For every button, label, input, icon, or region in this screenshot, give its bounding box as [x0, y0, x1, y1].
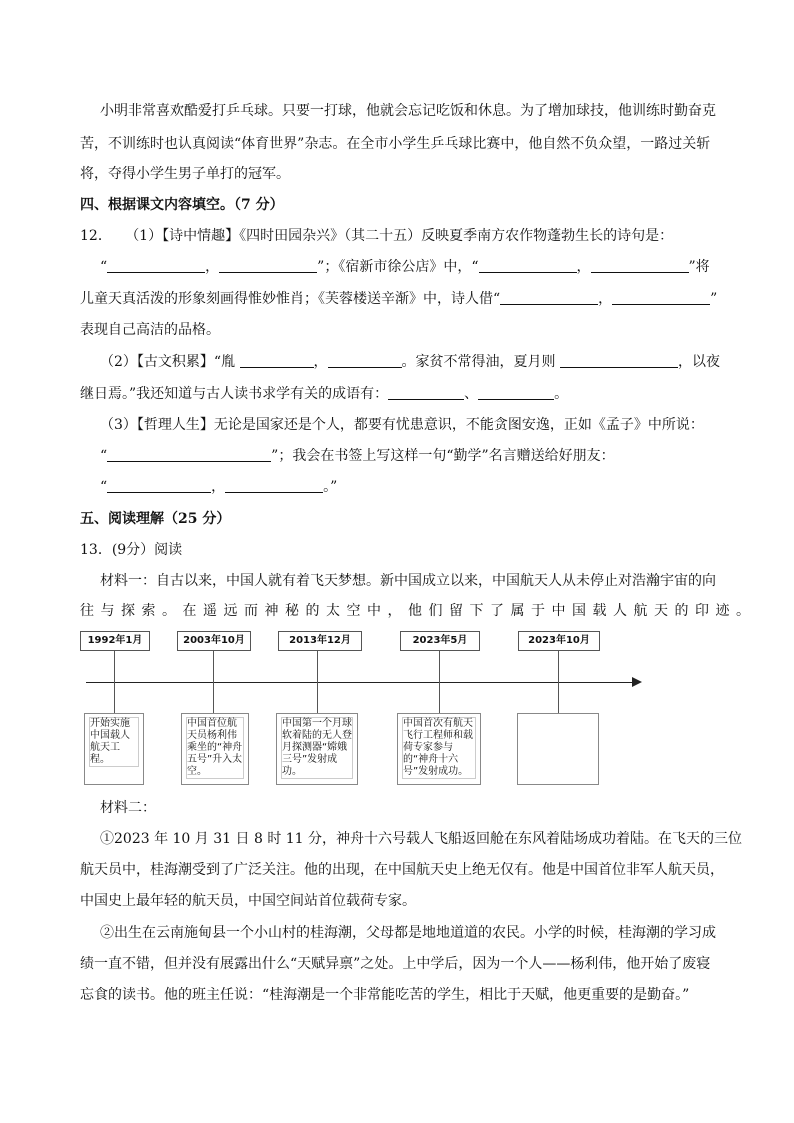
section4-heading: 四、根据课文内容填空。（7 分）: [80, 197, 284, 213]
timeline-connector: [439, 650, 440, 713]
timeline-event-empty: [517, 713, 599, 785]
q12-line-4: 表现自己高洁的品格。: [80, 322, 220, 338]
answer-blank[interactable]: [240, 353, 314, 368]
passage-line-2: 苦，不训练时也认真阅读“体育世界”杂志。在全市小学生乒乓球比赛中，他自然不负众望，一路过关斩: [80, 136, 711, 152]
answer-blank[interactable]: [612, 290, 710, 305]
timeline-event: 开始实施中国载人航天工程。: [84, 713, 144, 785]
timeline-axis: [86, 682, 634, 683]
timeline-date: 2023年10月: [518, 631, 600, 651]
answer-blank[interactable]: [560, 353, 678, 368]
answer-blank[interactable]: [107, 258, 205, 273]
timeline-date: 2003年10月: [177, 631, 251, 651]
section5-heading: 五、阅读理解（25 分）: [80, 511, 231, 527]
material2-p1-line-3: 中国史上最年轻的航天员，中国空间站首位载荷专家。: [80, 893, 416, 909]
answer-blank[interactable]: [478, 385, 554, 400]
timeline-connector: [317, 650, 318, 713]
timeline-event: 中国第一个月球软着陆的无人登月探测器“嫦娥三号”发射成功。: [276, 713, 358, 785]
q12-line-7: （3）【哲理人生】无论是国家还是个人，都要有忧患意识，不能贪图安逸，正如《孟子》中所说：: [100, 417, 704, 433]
timeline-arrow-icon: [632, 677, 642, 687]
timeline-date: 2023年5月: [400, 631, 480, 651]
passage-line-3: 将，夺得小学生男子单打的冠军。: [80, 166, 290, 182]
q12-line-6: 继日焉。”我还知道与古人读书求学有关的成语有： 、 。: [80, 386, 569, 402]
material2-p1-line-2: 航天员中，桂海潮受到了广泛关注。他的出现，在中国航天史上绝无仅有。他是中国首位非军人航天员，: [80, 862, 724, 878]
q12-line-5: （2）【古文积累】“胤 ， 。家贫不常得油，夏月则 ，以夜: [100, 354, 720, 370]
q12-line-2: “ ， ”；《宿新市徐公店》中，“ ， ”将: [100, 259, 710, 275]
answer-blank[interactable]: [219, 258, 317, 273]
answer-blank[interactable]: [225, 478, 323, 493]
answer-blank[interactable]: [388, 385, 464, 400]
answer-blank[interactable]: [500, 290, 598, 305]
material2-p1-line-1: ①2023 年 10 月 31 日 8 时 11 分，神舟十六号载人飞船返回舱在东风着陆场成功着陆。在飞天的三位: [100, 831, 743, 847]
q12-part1-prompt: （1）【诗中情趣】《四时田园杂兴》（其二十五）反映夏季南方农作物蓬勃生长的诗句是：: [125, 228, 674, 244]
material1-line-1: 材料一：自古以来，中国人就有着飞天梦想。新中国成立以来，中国航天人从未停止对浩瀚宇宙的向: [100, 573, 716, 589]
answer-blank[interactable]: [107, 478, 211, 493]
q12-line-1: [80, 226, 714, 246]
answer-blank[interactable]: [591, 258, 689, 273]
timeline-connector: [114, 650, 115, 713]
material2-p2-line-2: 绩一直不错，但并没有展露出什么“天赋异禀”之处。上中学后，因为一个人——杨利伟，他开始了废寝: [80, 956, 711, 972]
answer-blank[interactable]: [328, 353, 402, 368]
timeline-event: 中国首次有航天飞行工程师和载荷专家参与的“神舟十六号”发射成功。: [397, 713, 481, 785]
q12-line-9: “ ， 。”: [100, 479, 338, 495]
timeline-connector: [213, 650, 214, 713]
q12-line-8: “ ”；我会在书签上写这样一句“勤学”名言赠送给好朋友：: [100, 448, 615, 464]
timeline-date: 2013年12月: [278, 631, 362, 651]
timeline-event: 中国首位航天员杨利伟乘坐的“神舟五号”升入太空。: [181, 713, 249, 785]
material2-p2-line-1: ②出生在云南施甸县一个小山村的桂海潮，父母都是地地道道的农民。小学的时候，桂海潮的学习成: [100, 925, 716, 941]
material2-p2-line-3: 忘食的读书。他的班主任说：“桂海潮是一个非常能吃苦的学生，相比于天赋，他更重要的是勤奋。”: [80, 987, 690, 1003]
q13-title: 13．(9分）阅读: [80, 542, 183, 558]
timeline-connector: [558, 650, 559, 713]
material2-label: 材料二：: [100, 800, 156, 816]
q12-line-3: 儿童天真活泼的形象刻画得惟妙惟肖；《芙蓉楼送辛渐》中，诗人借“ ， ”: [80, 291, 718, 307]
q12-label: 12．: [80, 228, 112, 244]
answer-blank[interactable]: [107, 447, 271, 462]
timeline-date: 1992年1月: [80, 631, 150, 651]
answer-blank[interactable]: [479, 258, 577, 273]
passage-line-1: 小明非常喜欢酷爱打乒乓球。只要一打球，他就会忘记吃饭和休息。为了增加球技，他训练时勤奋克: [100, 103, 716, 119]
material1-line-2: 往与探索。在遥远而神秘的太空中，他们留下了属于中国载人航天的印迹。: [80, 603, 757, 619]
